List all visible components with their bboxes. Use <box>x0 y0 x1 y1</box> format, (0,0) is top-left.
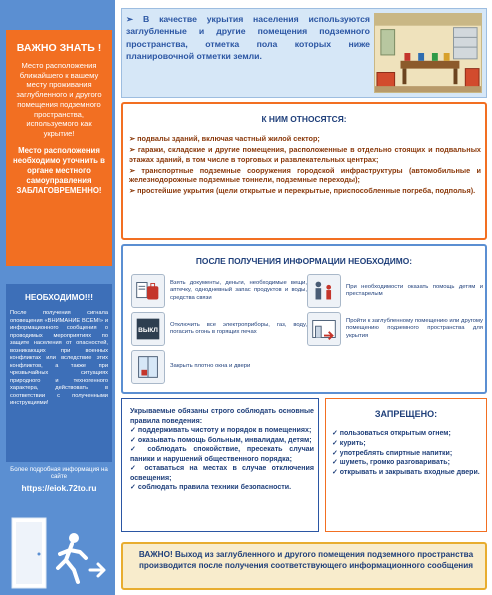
info-item-documents <box>131 274 307 308</box>
exit-notice-panel <box>121 542 487 590</box>
list-item: ✓ шуметь, громко разговаривать; <box>332 459 450 467</box>
rules-intro: Укрываемые обязаны строго соблюдать основные правила поведения: <box>130 407 314 425</box>
left-column <box>0 0 115 595</box>
list-item: ✓ пользоваться открытым огнем; <box>332 430 451 437</box>
info-text: Взять документы, деньги, необходимые вещи, аптечку, однодневный запас продуктов и воды, средства связи <box>170 279 307 301</box>
list-item: ➢ подвалы зданий, включая частный жилой сектор; <box>129 134 320 143</box>
info-item-close-window <box>131 350 307 384</box>
list-item: ✓ соблюдать правила техники безопасности. <box>130 483 292 491</box>
info-item-shelter <box>307 312 483 346</box>
site-note: Более подробная информация на сайте <box>10 466 108 481</box>
close-window-icon <box>131 350 165 384</box>
list-item: ➢ простейшие укрытия (щели открытые и перекрытые, приспособленные погреба, подполья). <box>129 186 476 196</box>
important-box <box>6 30 112 266</box>
important-title: ВАЖНО ЗНАТЬ ! <box>16 42 102 54</box>
documents-icon <box>131 274 165 308</box>
forbidden-panel <box>325 398 487 532</box>
shelter-intro-panel <box>121 8 487 98</box>
list-item: ✓ оказывать помощь больным, инвалидам, детям; <box>130 435 312 444</box>
important-text: Место расположения ближайшего к вашему месту проживания заглубленного и другого помещения подземного пространства, используемого как укрытие! <box>16 61 102 139</box>
info-text: Пройти к заглубленному помещению или другому помещению подземного пространства для укрытия <box>346 317 483 339</box>
list-item: ➢ транспортные подземные сооружения городской инфраструктуры (автомобильные и железнодорожные подземные тоннели, подземные переходы); <box>129 165 481 185</box>
rules-list <box>130 407 314 493</box>
after-info-title: ПОСЛЕ ПОЛУЧЕНИЯ ИНФОРМАЦИИ НЕОБХОДИМО: <box>195 256 413 266</box>
list-item: ✓ курить; <box>332 439 366 447</box>
arrow-icon: ➢ <box>126 14 144 24</box>
after-info-panel <box>121 244 487 394</box>
help-people-icon <box>307 274 341 308</box>
shelter-entrance-icon <box>307 312 341 346</box>
relate-panel <box>121 102 487 240</box>
info-text: Отключить все электроприборы, газ, воду, погасить огонь в горящих печах <box>170 321 307 335</box>
important-bold-text: Место расположения необходимо уточнить в органе местного самоуправления ЗАБЛАГОВРЕМЕННО! <box>13 145 105 196</box>
necessary-title: НЕОБХОДИМО!!! <box>24 293 94 302</box>
list-item: ✓ поддерживать чистоту и порядок в помещениях; <box>130 426 312 434</box>
list-item: ✓ оставаться на местах в случае отключения освещения; <box>130 464 314 482</box>
exit-notice-text: ВАЖНО! Выход из заглубленного и другого помещения подземного пространства производится после получения соответствующего информационного сообщения <box>138 550 474 570</box>
site-url-link[interactable]: https://eiok.72to.ru <box>21 482 97 493</box>
list-item: ✓ употреблять спиртные напитки; <box>332 449 453 457</box>
forbidden-list <box>332 429 482 478</box>
info-item-switch-off <box>131 312 307 346</box>
relate-list <box>129 134 481 197</box>
relate-title: К НИМ ОТНОСЯТСЯ: <box>261 114 347 124</box>
info-text: При необходимости оказать помощь детям и престарелым <box>346 283 483 297</box>
list-item: ✓ открывать и закрывать входные двери. <box>332 469 480 477</box>
info-text: Закрыть плотно окна и двери <box>170 363 251 370</box>
info-item-help <box>307 274 483 308</box>
site-info <box>6 466 112 504</box>
switch-off-icon <box>131 312 165 346</box>
list-item: ✓ соблюдать спокойствие, пресекать случаи паники и нарушений общественного порядка; <box>130 445 314 463</box>
shelter-room-illustration <box>374 13 482 93</box>
exit-door-icon <box>6 508 112 592</box>
shelter-intro-label: В качестве укрытия населения используются заглубленные и другие помещения подземного пространства, отметка пола которых ниже планировочной отметки земли. <box>126 14 370 62</box>
necessary-text: После получения сигнала оповещения «ВНИМАНИЕ ВСЕМ!» и информационного сообщения о проводимых мероприятиях по защите населения от опасностей, возникающих при военных конфликтах или вследствие этих конфликтов, а также при чрезвычайных ситуациях природного и техногенного характера, действовать в соответствии с полученными инструкциями! <box>10 310 108 407</box>
shelter-intro-text <box>126 13 370 62</box>
rules-panel <box>121 398 319 532</box>
necessary-box <box>6 284 112 462</box>
list-item: ➢ гаражи, складские и другие помещения, расположенные в отдельно стоящих и подвальных этажах зданий, в том числе в торговых и развлекательных центрах; <box>129 144 481 164</box>
switch-off-label: ВЫКЛ <box>138 326 158 334</box>
forbidden-title: ЗАПРЕЩЕНО: <box>374 409 438 419</box>
